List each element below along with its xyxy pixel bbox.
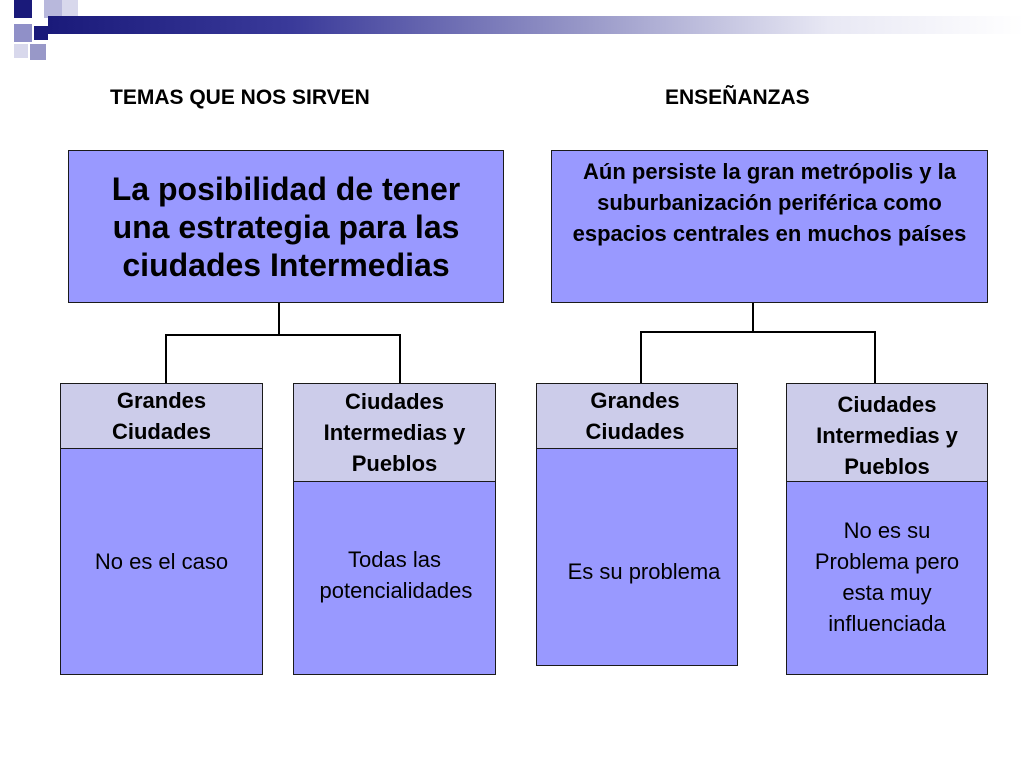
left-child-1-body-box [60,448,263,675]
right-child-1-title-box [536,383,738,449]
right-root-text: Aún persiste la gran metrópolis y la suburbanización periférica como espacios centrales en muchos países [572,159,967,246]
left-child-2-body: Todas las potencialidades [319,547,473,603]
right-child-2-title: Ciudades Intermedias y Pueblos [816,392,958,479]
right-child-2-title-box [786,383,988,482]
left-child-2-title: Ciudades Intermedias y Pueblos [323,389,466,476]
left-child-2-body-box [293,481,496,675]
right-child-1-body: Es su problema [567,558,721,584]
decor-square [14,0,32,18]
connector-line [640,331,876,333]
left-root-box [68,150,504,303]
left-child-2-title-box [293,383,496,482]
connector-line [874,331,876,384]
left-child-1-title: Grandes Ciudades [111,388,212,444]
decor-square [62,0,78,16]
connector-line [165,334,401,336]
right-column-heading: ENSEÑANZAS [665,86,810,109]
right-child-1-title: Grandes Ciudades [585,388,685,444]
decor-square [34,26,48,40]
right-child-2-body-box [786,481,988,675]
connector-line [752,303,754,332]
connector-line [165,334,167,384]
right-child-2-body: No es su Problema pero esta muy influenciada [814,518,960,636]
header-gradient-bar [48,16,1024,34]
right-child-1-body-box [536,448,738,666]
left-column-heading: TEMAS QUE NOS SIRVEN [110,86,370,109]
left-child-1-body: No es el caso [94,549,229,574]
connector-line [399,334,401,384]
decor-square [14,44,28,58]
decor-square [30,44,46,60]
right-root-box [551,150,988,303]
left-child-1-title-box [60,383,263,449]
left-root-text: La posibilidad de tener una estrategia para las ciudades Intermedias [111,170,461,283]
decor-square [14,24,32,42]
connector-line [640,331,642,384]
connector-line [278,303,280,335]
